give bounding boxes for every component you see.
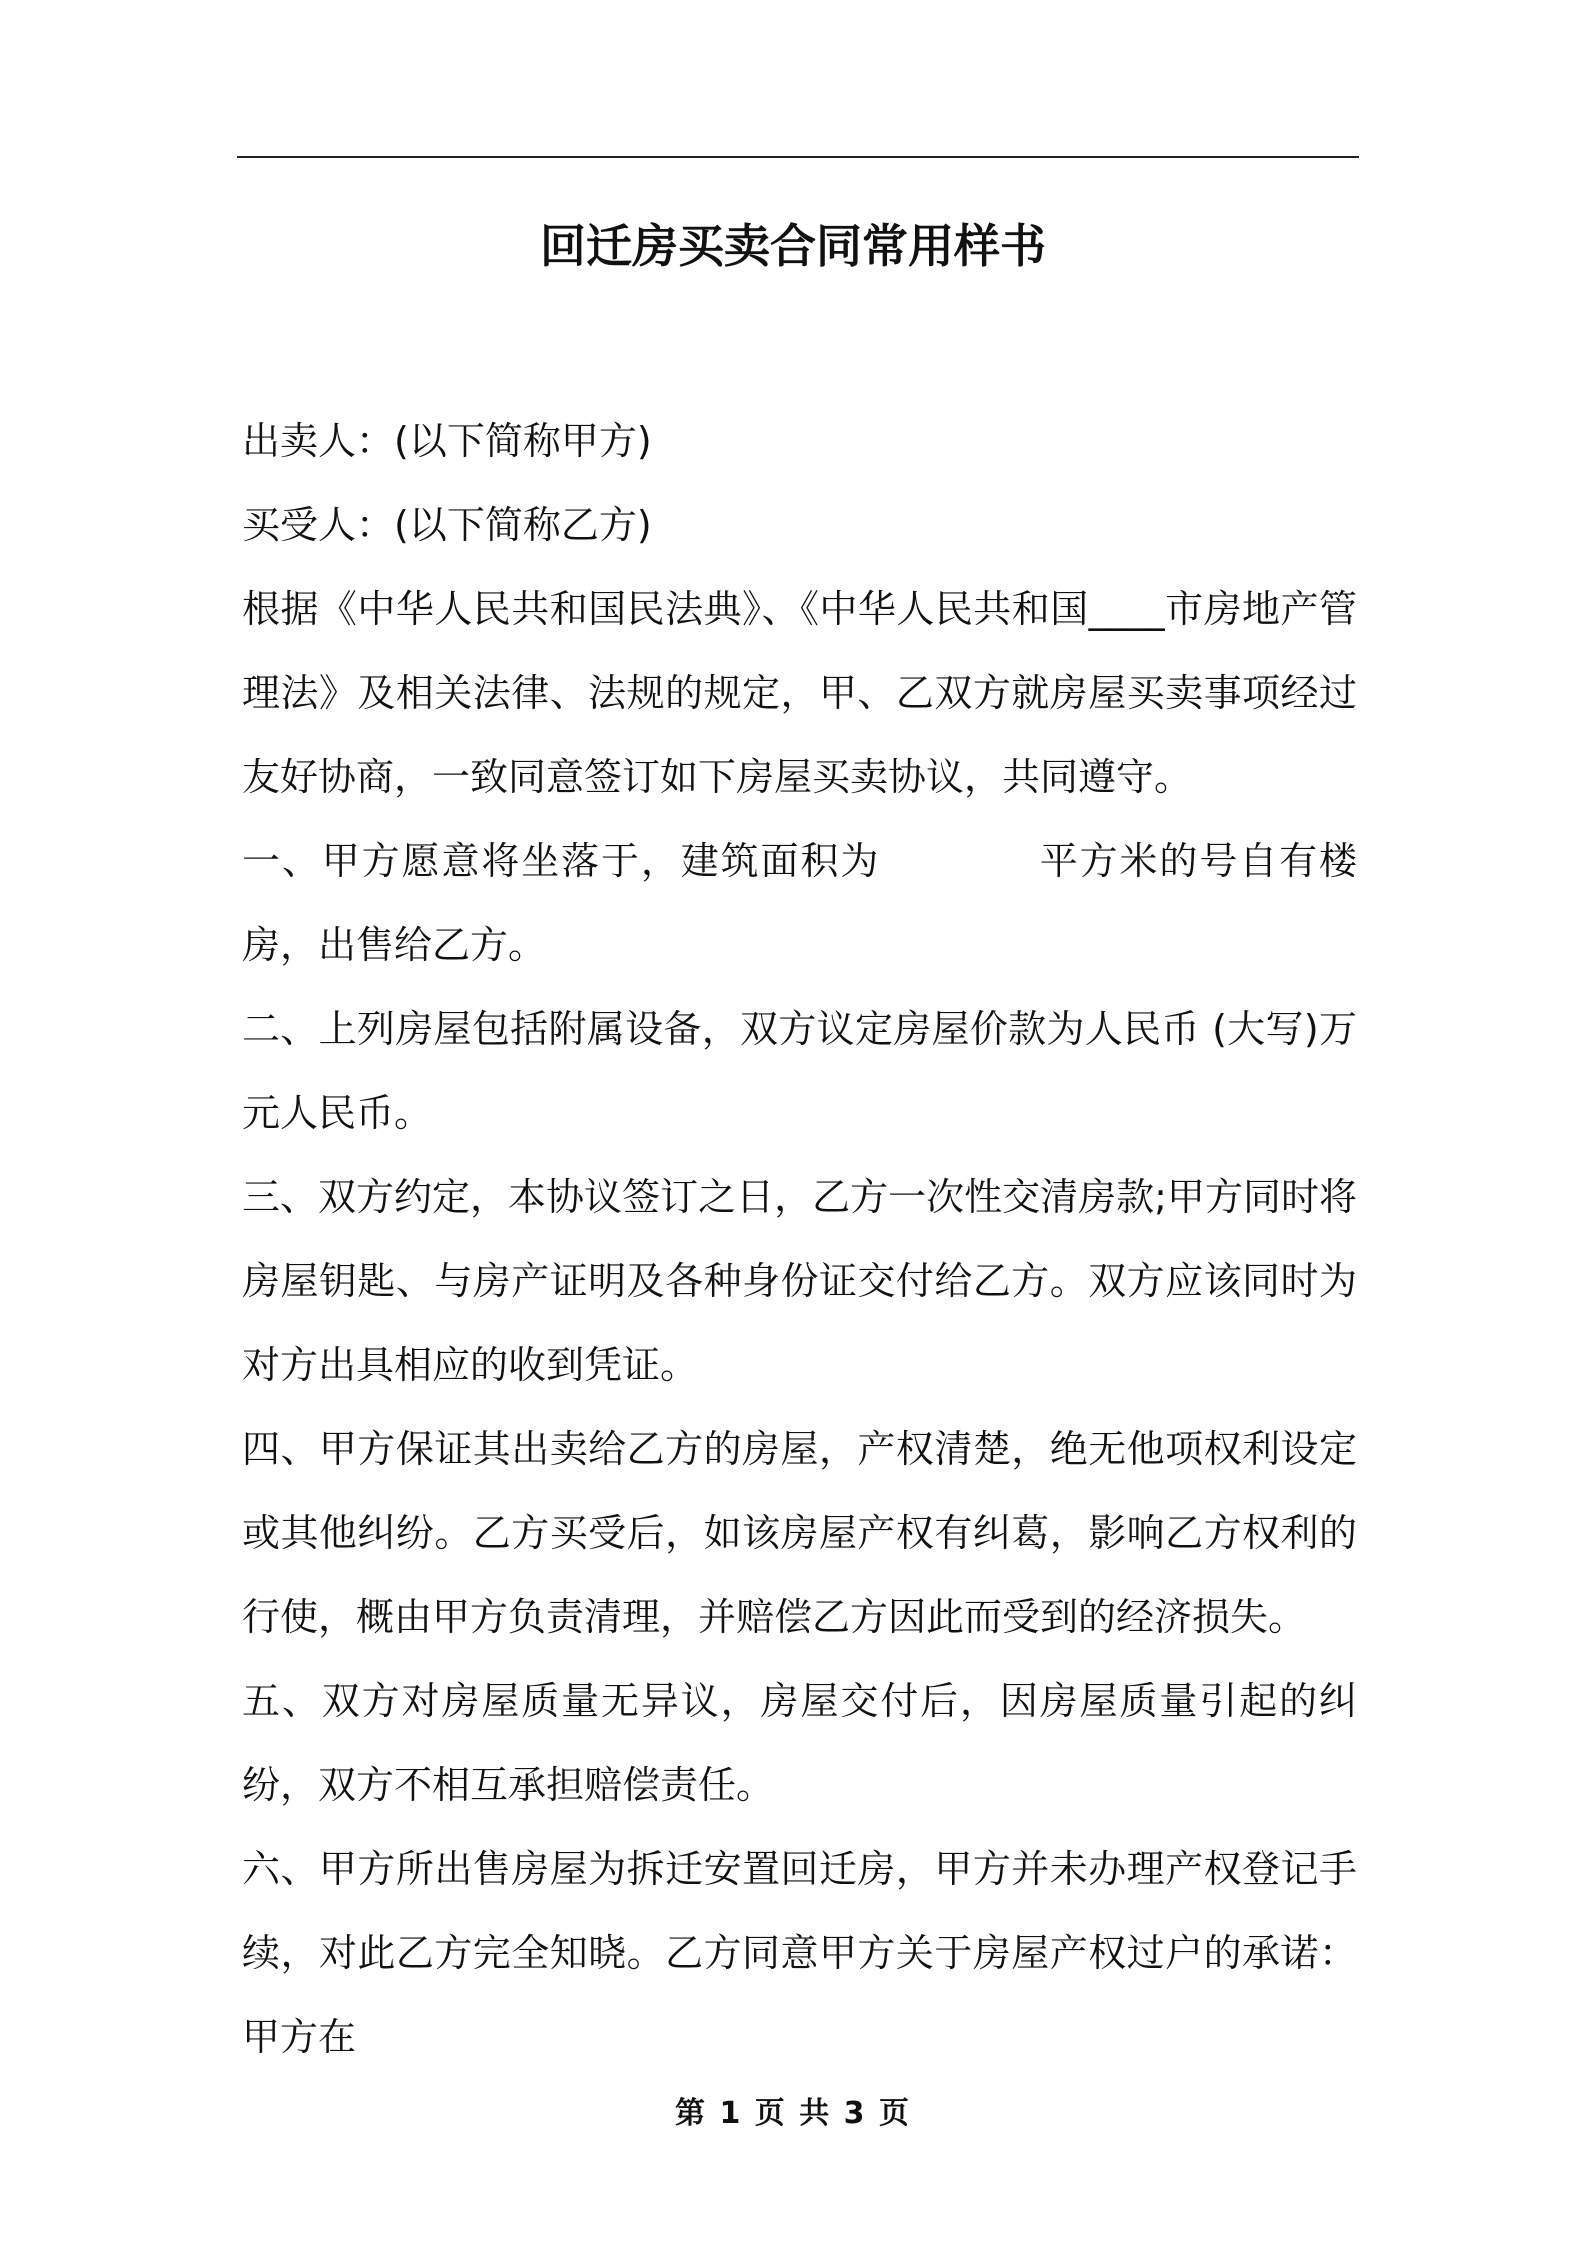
seller-line: 出卖人：(以下简称甲方) — [242, 419, 652, 463]
clause-3: 三、双方约定，本协议签订之日，乙方一次性交清房款;甲方同时将房屋钥匙、与房产证明及各种身份证交付给乙方。双方应该同时为对方出具相应的收到凭证。 — [242, 1175, 1357, 1387]
clause-5: 五、双方对房屋质量无异议，房屋交付后，因房屋质量引起的纠纷，双方不相互承担赔偿责任。 — [242, 1679, 1357, 1807]
buyer-line: 买受人：(以下简称乙方) — [242, 503, 652, 547]
preamble-paragraph: 根据《中华人民共和国民法典》、《中华人民共和国____市房地产管理法》及相关法律、法规的规定，甲、乙双方就房屋买卖事项经过友好协商，一致同意签订如下房屋买卖协议，共同遵守。 — [242, 587, 1357, 799]
header-divider — [237, 156, 1359, 158]
clause-1: 一、甲方愿意将坐落于，建筑面积为 平方米的号自有楼房，出售给乙方。 — [242, 839, 1357, 967]
clause-4: 四、甲方保证其出卖给乙方的房屋，产权清楚，绝无他项权利设定或其他纠纷。乙方买受后，如该房屋产权有纠葛，影响乙方权利的行使，概由甲方负责清理，并赔偿乙方因此而受到的经济损失。 — [242, 1427, 1357, 1639]
document-title: 回迁房买卖合同常用样书 — [540, 219, 1046, 273]
clause-6: 六、甲方所出售房屋为拆迁安置回迁房，甲方并未办理产权登记手续，对此乙方完全知晓。乙方同意甲方关于房屋产权过户的承诺：甲方在 — [242, 1847, 1357, 2059]
document-body — [242, 399, 1357, 2079]
clause-2: 二、上列房屋包括附属设备，双方议定房屋价款为人民币 (大写)万元人民币。 — [242, 1007, 1357, 1135]
page-number: 第 1 页 共 3 页 — [675, 2096, 911, 2131]
